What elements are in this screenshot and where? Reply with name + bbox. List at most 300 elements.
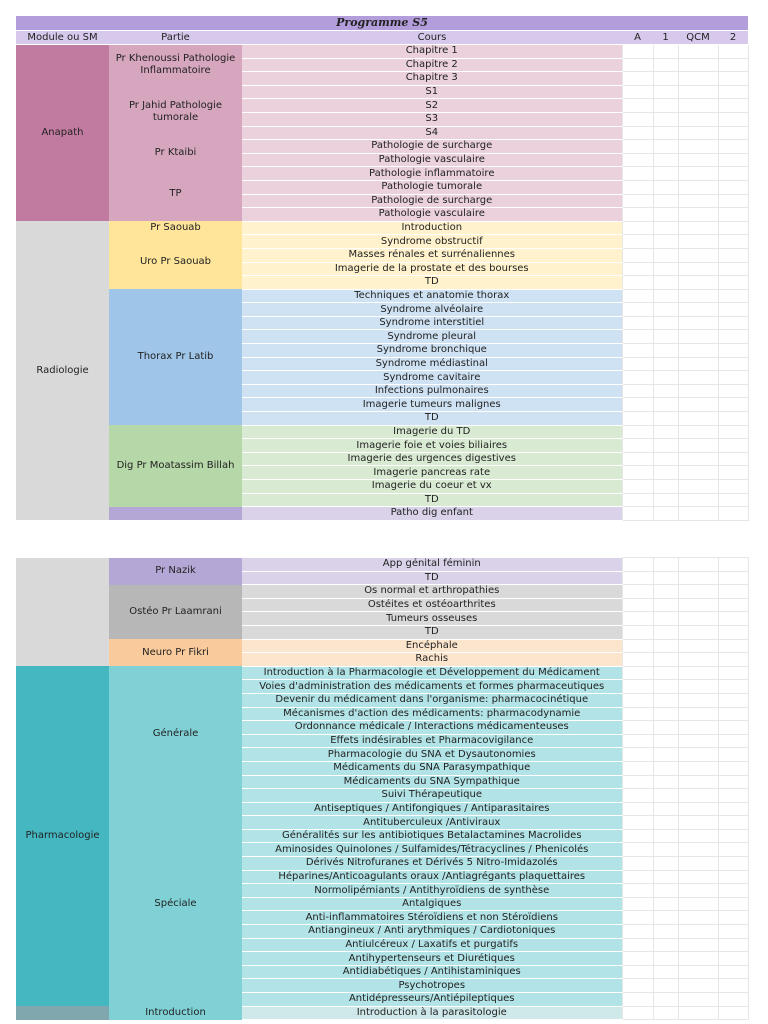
- table-row: [16, 666, 748, 680]
- empty-cell: [653, 870, 678, 884]
- empty-cell: [653, 452, 678, 466]
- empty-cell: [718, 507, 748, 521]
- empty-cell: [718, 72, 748, 86]
- empty-cell: [718, 734, 748, 748]
- empty-cell: [653, 112, 678, 126]
- empty-cell: [718, 639, 748, 653]
- course-cell: Suivi Thérapeutique: [242, 789, 622, 803]
- course-cell: Encéphale: [242, 639, 622, 653]
- empty-cell: [622, 126, 653, 140]
- empty-cell: [718, 979, 748, 993]
- part-cell: TP: [109, 167, 242, 221]
- empty-cell: [718, 558, 748, 572]
- empty-cell: [653, 571, 678, 585]
- empty-cell: [718, 693, 748, 707]
- empty-cell: [622, 897, 653, 911]
- empty-cell: [678, 276, 718, 290]
- empty-cell: [622, 952, 653, 966]
- empty-cell: [622, 466, 653, 480]
- empty-cell: [653, 85, 678, 99]
- empty-cell: [622, 1006, 653, 1020]
- empty-cell: [678, 952, 718, 966]
- programme-table-page-2: [16, 557, 749, 1020]
- empty-cell: [653, 680, 678, 694]
- course-cell: Syndrome obstructif: [242, 235, 622, 249]
- empty-cell: [622, 248, 653, 262]
- course-cell: Infections pulmonaires: [242, 384, 622, 398]
- empty-cell: [678, 938, 718, 952]
- empty-cell: [622, 153, 653, 167]
- empty-cell: [678, 126, 718, 140]
- course-cell: App génital féminin: [242, 558, 622, 572]
- empty-cell: [622, 789, 653, 803]
- empty-cell: [678, 507, 718, 521]
- empty-cell: [718, 952, 748, 966]
- course-cell: Généralités sur les antibiotiques Betalactamines Macrolides: [242, 829, 622, 843]
- empty-cell: [622, 112, 653, 126]
- empty-cell: [718, 653, 748, 667]
- empty-cell: [653, 802, 678, 816]
- course-cell: Effets indésirables et Pharmacovigilance: [242, 734, 622, 748]
- empty-cell: [678, 58, 718, 72]
- course-cell: Dérivés Nitrofuranes et Dérivés 5 Nitro-Imidazolés: [242, 857, 622, 871]
- empty-cell: [622, 452, 653, 466]
- empty-cell: [678, 653, 718, 667]
- course-cell: Antidépresseurs/Antiépileptiques: [242, 993, 622, 1007]
- empty-cell: [653, 897, 678, 911]
- empty-cell: [622, 58, 653, 72]
- empty-cell: [718, 707, 748, 721]
- course-cell: S2: [242, 99, 622, 113]
- part-cell: Spéciale: [109, 802, 242, 1006]
- empty-cell: [678, 289, 718, 303]
- course-cell: Médicaments du SNA Parasympathique: [242, 761, 622, 775]
- table-row: [16, 425, 748, 439]
- empty-cell: [718, 993, 748, 1007]
- empty-cell: [622, 276, 653, 290]
- part-cell: Uro Pr Saouab: [109, 235, 242, 289]
- empty-cell: [678, 480, 718, 494]
- empty-cell: [653, 585, 678, 599]
- empty-cell: [718, 1006, 748, 1020]
- part-cell: Générale: [109, 666, 242, 802]
- empty-cell: [622, 384, 653, 398]
- empty-cell: [678, 425, 718, 439]
- course-cell: Imagerie des urgences digestives: [242, 452, 622, 466]
- empty-cell: [678, 680, 718, 694]
- empty-cell: [718, 897, 748, 911]
- empty-cell: [718, 112, 748, 126]
- empty-cell: [678, 398, 718, 412]
- empty-cell: [718, 398, 748, 412]
- empty-cell: [678, 208, 718, 222]
- empty-cell: [678, 571, 718, 585]
- empty-cell: [718, 571, 748, 585]
- empty-cell: [718, 816, 748, 830]
- empty-cell: [653, 303, 678, 317]
- empty-cell: [718, 316, 748, 330]
- course-cell: Techniques et anatomie thorax: [242, 289, 622, 303]
- empty-cell: [653, 439, 678, 453]
- empty-cell: [622, 802, 653, 816]
- empty-cell: [653, 721, 678, 735]
- table-row: [16, 507, 748, 521]
- empty-cell: [678, 884, 718, 898]
- table-row: [16, 45, 748, 59]
- empty-cell: [653, 612, 678, 626]
- empty-cell: [678, 748, 718, 762]
- course-cell: Psychotropes: [242, 979, 622, 993]
- course-cell: Imagerie de la prostate et des bourses: [242, 262, 622, 276]
- empty-cell: [622, 938, 653, 952]
- empty-cell: [678, 598, 718, 612]
- empty-cell: [653, 58, 678, 72]
- empty-cell: [622, 316, 653, 330]
- empty-cell: [718, 344, 748, 358]
- empty-cell: [678, 72, 718, 86]
- empty-cell: [678, 316, 718, 330]
- empty-cell: [653, 829, 678, 843]
- part-cell: Pr Khenoussi Pathologie Inflammatoire: [109, 45, 242, 86]
- course-cell: TD: [242, 571, 622, 585]
- empty-cell: [653, 384, 678, 398]
- empty-cell: [622, 208, 653, 222]
- empty-cell: [653, 235, 678, 249]
- column-header: A: [622, 31, 653, 45]
- empty-cell: [678, 344, 718, 358]
- empty-cell: [678, 357, 718, 371]
- course-cell: Antihypertenseurs et Diurétiques: [242, 952, 622, 966]
- empty-cell: [718, 775, 748, 789]
- empty-cell: [718, 85, 748, 99]
- course-cell: Introduction à la parasitologie: [242, 1006, 622, 1020]
- empty-cell: [678, 558, 718, 572]
- empty-cell: [653, 330, 678, 344]
- empty-cell: [678, 870, 718, 884]
- empty-cell: [653, 344, 678, 358]
- empty-cell: [653, 857, 678, 871]
- empty-cell: [622, 330, 653, 344]
- empty-cell: [678, 439, 718, 453]
- course-cell: Introduction: [242, 221, 622, 235]
- empty-cell: [622, 571, 653, 585]
- empty-cell: [622, 99, 653, 113]
- empty-cell: [678, 979, 718, 993]
- empty-cell: [653, 911, 678, 925]
- course-cell: Anti-inflammatoires Stéroïdiens et non Stéroïdiens: [242, 911, 622, 925]
- empty-cell: [678, 843, 718, 857]
- course-cell: TD: [242, 625, 622, 639]
- course-cell: Introduction à la Pharmacologie et Développement du Médicament: [242, 666, 622, 680]
- empty-cell: [678, 789, 718, 803]
- empty-cell: [718, 384, 748, 398]
- course-cell: Syndrome bronchique: [242, 344, 622, 358]
- empty-cell: [718, 938, 748, 952]
- empty-cell: [622, 507, 653, 521]
- empty-cell: [653, 412, 678, 426]
- part-cell: Thorax Pr Latib: [109, 289, 242, 425]
- empty-cell: [718, 857, 748, 871]
- empty-cell: [653, 789, 678, 803]
- empty-cell: [622, 639, 653, 653]
- course-cell: Imagerie tumeurs malignes: [242, 398, 622, 412]
- table-row: [16, 585, 748, 599]
- course-cell: Syndrome cavitaire: [242, 371, 622, 385]
- empty-cell: [678, 693, 718, 707]
- empty-cell: [653, 1006, 678, 1020]
- empty-cell: [622, 857, 653, 871]
- course-cell: Antiulcéreux / Laxatifs et purgatifs: [242, 938, 622, 952]
- empty-cell: [653, 625, 678, 639]
- table-row: [16, 221, 748, 235]
- empty-cell: [678, 384, 718, 398]
- empty-cell: [718, 612, 748, 626]
- empty-cell: [622, 85, 653, 99]
- table-row: [16, 235, 748, 249]
- empty-cell: [718, 884, 748, 898]
- empty-cell: [622, 194, 653, 208]
- empty-cell: [678, 639, 718, 653]
- course-cell: Mécanismes d'action des médicaments: pharmacodynamie: [242, 707, 622, 721]
- empty-cell: [718, 466, 748, 480]
- table-row: [16, 85, 748, 99]
- empty-cell: [653, 965, 678, 979]
- empty-cell: [622, 707, 653, 721]
- empty-cell: [653, 707, 678, 721]
- empty-cell: [622, 140, 653, 154]
- empty-cell: [718, 480, 748, 494]
- empty-cell: [653, 425, 678, 439]
- empty-cell: [718, 761, 748, 775]
- empty-cell: [718, 911, 748, 925]
- empty-cell: [718, 208, 748, 222]
- table-row: [16, 289, 748, 303]
- course-cell: Antituberculeux /Antiviraux: [242, 816, 622, 830]
- empty-cell: [718, 167, 748, 181]
- empty-cell: [678, 734, 718, 748]
- course-cell: Voies d'administration des médicaments et formes pharmaceutiques: [242, 680, 622, 694]
- empty-cell: [653, 480, 678, 494]
- course-cell: S1: [242, 85, 622, 99]
- column-header: 1: [653, 31, 678, 45]
- empty-cell: [678, 452, 718, 466]
- empty-cell: [622, 303, 653, 317]
- empty-cell: [678, 330, 718, 344]
- empty-cell: [718, 45, 748, 59]
- empty-cell: [678, 412, 718, 426]
- empty-cell: [653, 167, 678, 181]
- empty-cell: [622, 398, 653, 412]
- empty-cell: [653, 938, 678, 952]
- course-cell: Chapitre 2: [242, 58, 622, 72]
- course-cell: Pathologie de surcharge: [242, 140, 622, 154]
- empty-cell: [718, 452, 748, 466]
- course-cell: Patho dig enfant: [242, 507, 622, 521]
- empty-cell: [622, 425, 653, 439]
- empty-cell: [622, 993, 653, 1007]
- empty-cell: [653, 153, 678, 167]
- empty-cell: [718, 262, 748, 276]
- empty-cell: [718, 126, 748, 140]
- empty-cell: [622, 357, 653, 371]
- course-cell: Rachis: [242, 653, 622, 667]
- empty-cell: [678, 965, 718, 979]
- part-cell: Introduction: [109, 1006, 242, 1020]
- empty-cell: [678, 585, 718, 599]
- empty-cell: [622, 734, 653, 748]
- course-cell: Antiseptiques / Antifongiques / Antiparasitaires: [242, 802, 622, 816]
- empty-cell: [678, 180, 718, 194]
- empty-cell: [718, 965, 748, 979]
- empty-cell: [678, 816, 718, 830]
- empty-cell: [622, 262, 653, 276]
- empty-cell: [678, 775, 718, 789]
- sheet-title: Programme S5: [16, 16, 748, 31]
- empty-cell: [678, 194, 718, 208]
- empty-cell: [718, 493, 748, 507]
- empty-cell: [678, 140, 718, 154]
- module-cell: Pharmacologie: [16, 666, 109, 1006]
- empty-cell: [653, 558, 678, 572]
- empty-cell: [718, 153, 748, 167]
- empty-cell: [678, 857, 718, 871]
- module-cell: Radiologie: [16, 221, 109, 520]
- empty-cell: [718, 248, 748, 262]
- column-header: 2: [718, 31, 748, 45]
- empty-cell: [622, 412, 653, 426]
- course-cell: S3: [242, 112, 622, 126]
- empty-cell: [622, 180, 653, 194]
- empty-cell: [622, 653, 653, 667]
- empty-cell: [653, 734, 678, 748]
- empty-cell: [718, 585, 748, 599]
- course-cell: Chapitre 1: [242, 45, 622, 59]
- empty-cell: [678, 167, 718, 181]
- empty-cell: [718, 412, 748, 426]
- empty-cell: [653, 194, 678, 208]
- empty-cell: [653, 748, 678, 762]
- empty-cell: [653, 316, 678, 330]
- empty-cell: [718, 303, 748, 317]
- empty-cell: [653, 140, 678, 154]
- empty-cell: [718, 289, 748, 303]
- empty-cell: [653, 398, 678, 412]
- empty-cell: [718, 748, 748, 762]
- empty-cell: [678, 371, 718, 385]
- course-cell: Syndrome alvéolaire: [242, 303, 622, 317]
- empty-cell: [718, 180, 748, 194]
- empty-cell: [653, 208, 678, 222]
- empty-cell: [622, 843, 653, 857]
- empty-cell: [678, 153, 718, 167]
- part-cell: [109, 507, 242, 521]
- empty-cell: [653, 72, 678, 86]
- empty-cell: [678, 625, 718, 639]
- course-cell: Syndrome pleural: [242, 330, 622, 344]
- empty-cell: [718, 140, 748, 154]
- empty-cell: [622, 480, 653, 494]
- empty-cell: [622, 775, 653, 789]
- empty-cell: [653, 126, 678, 140]
- empty-cell: [653, 371, 678, 385]
- empty-cell: [718, 276, 748, 290]
- empty-cell: [622, 979, 653, 993]
- empty-cell: [678, 466, 718, 480]
- empty-cell: [622, 680, 653, 694]
- empty-cell: [622, 344, 653, 358]
- empty-cell: [678, 85, 718, 99]
- course-cell: Masses rénales et surrénaliennes: [242, 248, 622, 262]
- empty-cell: [678, 707, 718, 721]
- empty-cell: [622, 598, 653, 612]
- empty-cell: [678, 897, 718, 911]
- table-row: [16, 140, 748, 154]
- empty-cell: [622, 721, 653, 735]
- empty-cell: [653, 925, 678, 939]
- empty-cell: [678, 666, 718, 680]
- empty-cell: [718, 680, 748, 694]
- part-cell: Dig Pr Moatassim Billah: [109, 425, 242, 507]
- empty-cell: [678, 911, 718, 925]
- empty-cell: [622, 221, 653, 235]
- course-cell: Ostéites et ostéoarthrites: [242, 598, 622, 612]
- table-row: [16, 1006, 748, 1020]
- empty-cell: [653, 775, 678, 789]
- column-header: Module ou SM: [16, 31, 109, 45]
- empty-cell: [678, 612, 718, 626]
- empty-cell: [653, 357, 678, 371]
- empty-cell: [718, 666, 748, 680]
- part-cell: Pr Nazik: [109, 558, 242, 585]
- course-cell: Pathologie de surcharge: [242, 194, 622, 208]
- empty-cell: [718, 99, 748, 113]
- course-cell: Imagerie pancreas rate: [242, 466, 622, 480]
- course-cell: Antidiabétiques / Antihistaminiques: [242, 965, 622, 979]
- empty-cell: [622, 235, 653, 249]
- empty-cell: [653, 221, 678, 235]
- empty-cell: [653, 248, 678, 262]
- empty-cell: [718, 194, 748, 208]
- table-row: [16, 167, 748, 181]
- empty-cell: [718, 221, 748, 235]
- course-cell: Tumeurs osseuses: [242, 612, 622, 626]
- empty-cell: [622, 666, 653, 680]
- empty-cell: [678, 235, 718, 249]
- course-cell: Chapitre 3: [242, 72, 622, 86]
- course-cell: Pathologie inflammatoire: [242, 167, 622, 181]
- empty-cell: [653, 598, 678, 612]
- empty-cell: [678, 829, 718, 843]
- course-cell: Antalgiques: [242, 897, 622, 911]
- empty-cell: [653, 816, 678, 830]
- course-cell: Pharmacologie du SNA et Dysautonomies: [242, 748, 622, 762]
- course-cell: Imagerie du coeur et vx: [242, 480, 622, 494]
- part-cell: Neuro Pr Fikri: [109, 639, 242, 666]
- empty-cell: [653, 693, 678, 707]
- empty-cell: [718, 789, 748, 803]
- empty-cell: [718, 371, 748, 385]
- course-cell: Os normal et arthropathies: [242, 585, 622, 599]
- empty-cell: [622, 625, 653, 639]
- empty-cell: [718, 425, 748, 439]
- empty-cell: [678, 45, 718, 59]
- empty-cell: [678, 248, 718, 262]
- empty-cell: [678, 493, 718, 507]
- empty-cell: [718, 721, 748, 735]
- empty-cell: [718, 870, 748, 884]
- empty-cell: [653, 761, 678, 775]
- course-cell: Normolipémiants / Antithyroïdiens de synthèse: [242, 884, 622, 898]
